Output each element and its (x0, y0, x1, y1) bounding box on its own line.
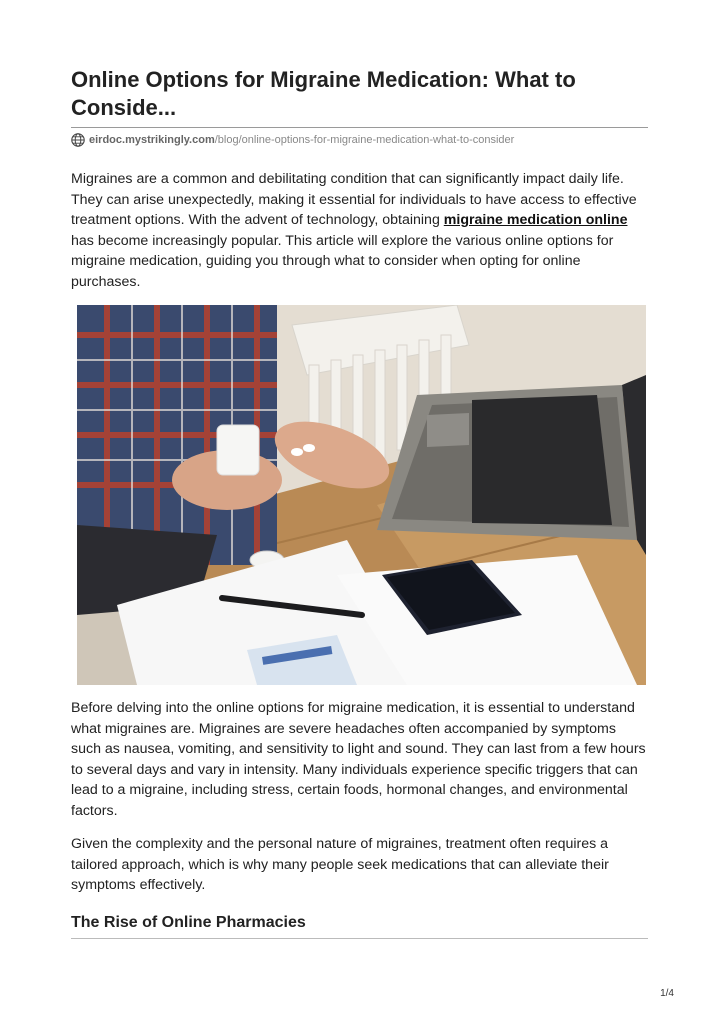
intro-text-start: Migraines are a common and debilitating condition that can significantly impact daily life. They can arise unexpectedly, making it essential for individuals to have access to effective treatment options. With the advent of technology, obtaining (71, 171, 637, 228)
title-divider (71, 127, 648, 128)
paragraph-3: Given the complexity and the personal nature of migraines, treatment often requires a tailored approach, which is why many people seek medications that can alleviate their symptoms effectively. (71, 836, 609, 893)
migraine-medication-link[interactable]: migraine medication online (443, 212, 628, 228)
section-divider (71, 938, 648, 939)
source-domain[interactable]: eirdoc.mystrikingly.com (89, 134, 215, 146)
source-path[interactable]: /blog/online-options-for-migraine-medication-what-to-consider (214, 134, 515, 146)
article-title: Online Options for Migraine Medication: What to Conside... (71, 67, 576, 120)
intro-text-end: has become increasingly popular. This article will explore the various online options for migraine medication, guiding you through what to consider when opting for online purchases. (71, 232, 614, 290)
page-number: 1/4 (660, 988, 674, 999)
paragraph-2: Before delving into the online options for migraine medication, it is essential to understand what migraines are. Migraines are severe headaches often accompanied by symptoms such as nausea, vomiting, and sensitivity to light and sound. They can last from a few hours to several days and vary in intensity. Many individuals experience specific triggers that can lead to a migraine, including stress, certain foods, hormonal changes, and environmental factors. (71, 700, 646, 819)
source-line (71, 132, 514, 148)
article-photo (77, 305, 646, 685)
globe-icon (71, 133, 85, 147)
intro-paragraph (71, 169, 648, 292)
section-heading: The Rise of Online Pharmacies (71, 914, 306, 931)
